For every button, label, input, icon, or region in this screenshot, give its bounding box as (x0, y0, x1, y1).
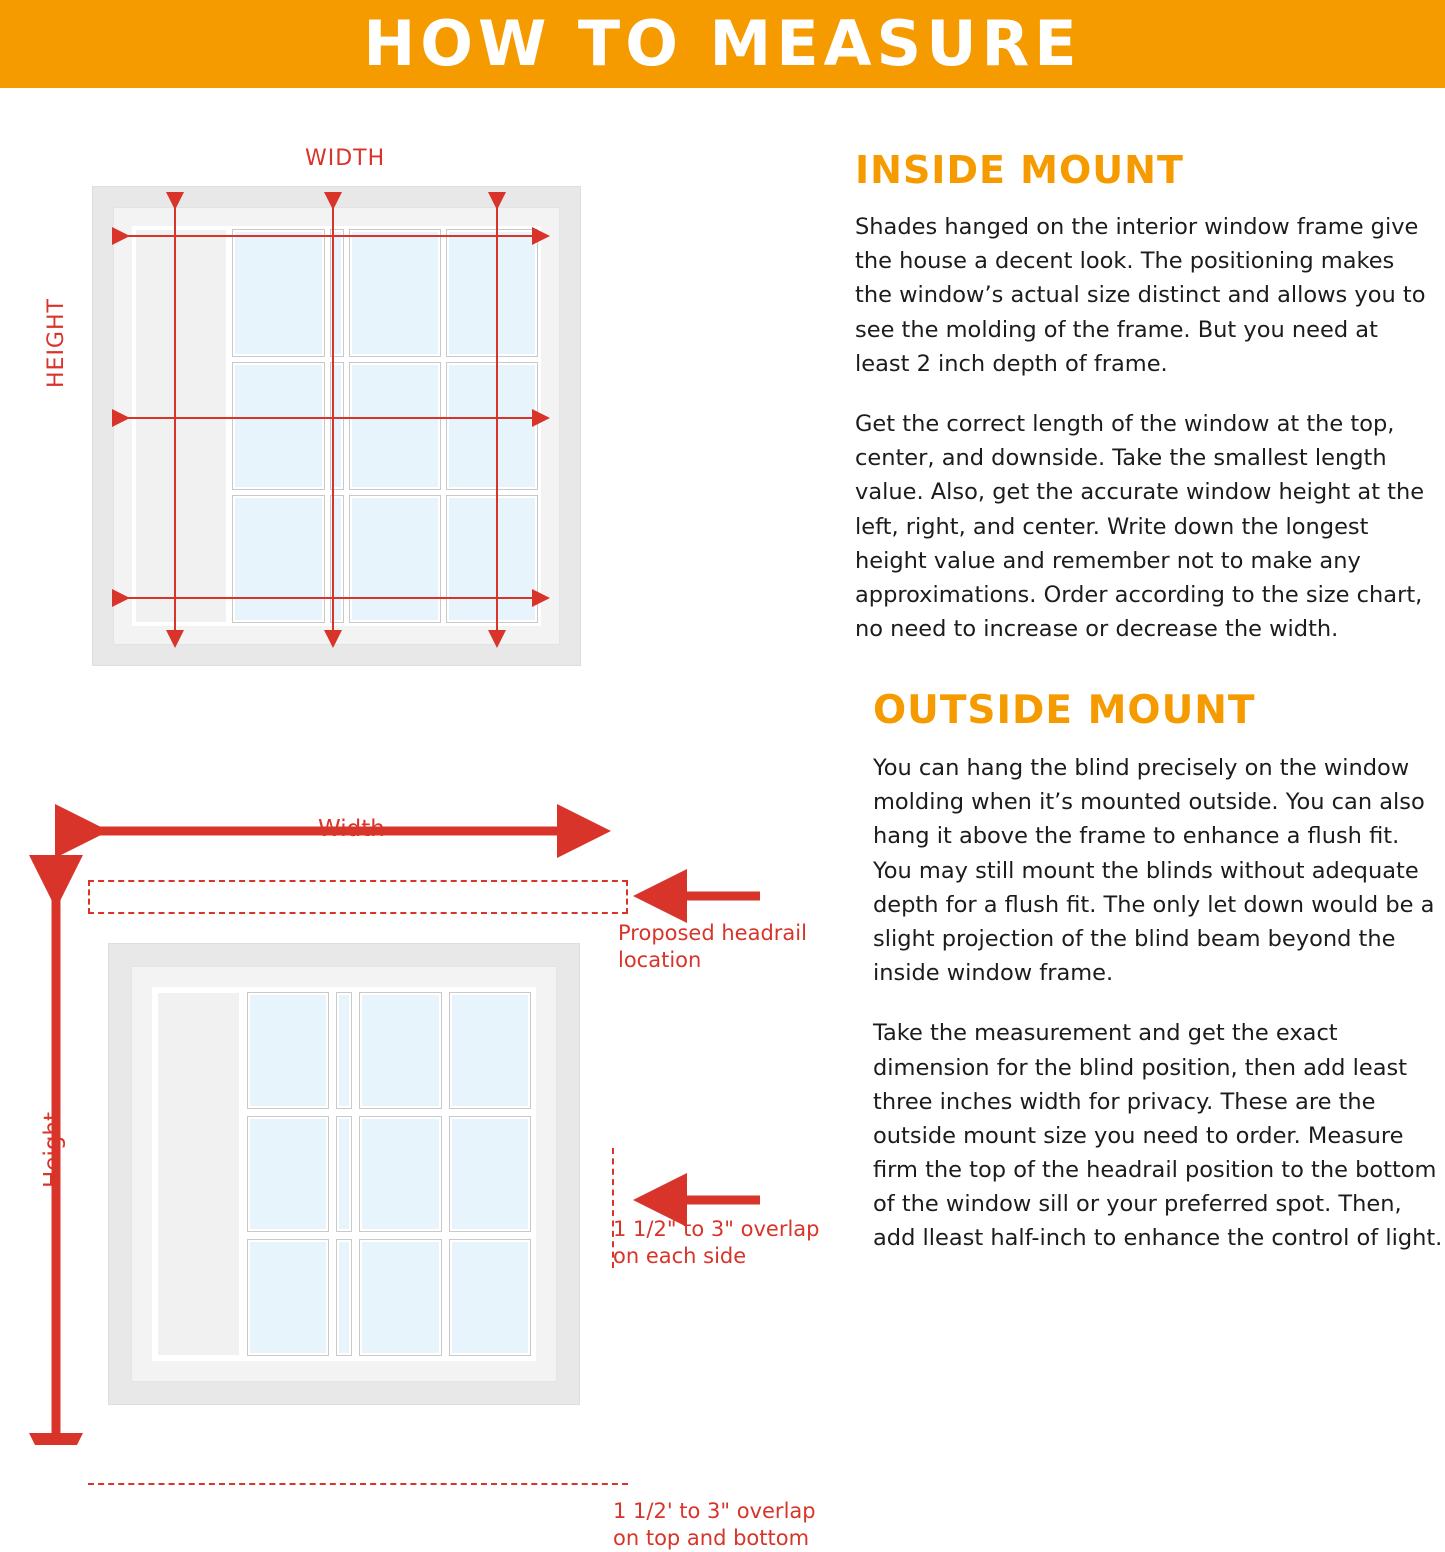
inside-mount-title: INSIDE MOUNT (855, 148, 1184, 192)
outside-height-label: Height (40, 1111, 66, 1188)
diagrams-column (0, 88, 830, 1550)
inside-height-label: HEIGHT (44, 298, 69, 388)
glass-pane (337, 1117, 351, 1232)
inside-mount-diagram (0, 88, 700, 688)
outside-mount-paragraph-2: Take the measurement and get the exact dimension for the blind position, then add least three inches width for privacy. These are the outside mount size you need to order. Measure firm the top of the headrail position to the bottom of the window sill or your preferred spot. Then, add lleast half-inch to enhance the control of light. (873, 1020, 1443, 1252)
glass-pane (450, 1117, 531, 1232)
glass-pane (233, 230, 323, 356)
glass-pane (447, 496, 537, 622)
glass-pane (447, 230, 537, 356)
glass-pane (331, 230, 343, 356)
glass-pane (331, 496, 343, 622)
inside-width-label: WIDTH (305, 146, 386, 171)
page-header (0, 0, 1445, 88)
glass-pane (350, 363, 440, 489)
glass-pane (450, 993, 531, 1108)
glass-pane (337, 993, 351, 1108)
glass-pane (350, 496, 440, 622)
headrail-note: Proposed headrail location (618, 921, 807, 972)
window-glass-grid (132, 226, 541, 626)
window-mullion (158, 993, 239, 1355)
glass-pane (248, 993, 329, 1108)
glass-pane (337, 1240, 351, 1355)
window-mullion (136, 230, 226, 622)
outside-width-label: Width (318, 816, 385, 842)
outside-mount-diagram (0, 688, 830, 1550)
window-frame-molding (131, 966, 557, 1382)
bottom-overlap-note: 1 1/2' to 3" overlap on top and bottom (613, 1499, 816, 1550)
glass-pane (233, 363, 323, 489)
window-frame-outer (92, 186, 581, 666)
inside-mount-paragraph-1: Shades hanged on the interior window frame give the house a decent look. The positioning makes the window’s actual size distinct and allows you to see the molding of the frame. But you need at least 2 inch depth of frame. (855, 214, 1426, 377)
bottom-overlap-dashed-line (88, 1483, 628, 1485)
glass-pane (248, 1117, 329, 1232)
outside-mount-paragraph-1: You can hang the blind precisely on the window molding when it’s mounted outside. You can also hang it above the frame to enhance a flush fit. You may still mount the blinds without adequate depth for a flush fit. The only let down would be a slight projection of the blind beam beyond the inside window frame. (873, 755, 1435, 987)
glass-pane (248, 1240, 329, 1355)
glass-pane (350, 230, 440, 356)
outside-mount-section (873, 688, 1445, 1282)
glass-pane (233, 496, 323, 622)
page-title: HOW TO MEASURE (363, 7, 1082, 80)
outside-mount-title: OUTSIDE MOUNT (873, 688, 1256, 733)
glass-pane (360, 1117, 441, 1232)
text-column (845, 88, 1445, 1445)
window-glass-grid (152, 987, 536, 1361)
inside-mount-paragraph-2: Get the correct length of the window at the top, center, and downside. Take the smallest length value. Also, get the accurate window height at the left, right, and center. Write down the longest height value and remember not to make any approximations. Order according to the size chart, no need to increase or decrease the width. (855, 410, 1425, 643)
glass-pane (360, 993, 441, 1108)
side-overlap-note: 1 1/2" to 3" overlap on each side (613, 1217, 820, 1268)
glass-pane (447, 363, 537, 489)
glass-pane (331, 363, 343, 489)
proposed-headrail-box (88, 880, 628, 914)
window-frame-outer (108, 943, 580, 1405)
inside-mount-section (855, 148, 1435, 672)
glass-pane (360, 1240, 441, 1355)
window-frame-molding (113, 207, 560, 645)
glass-pane (450, 1240, 531, 1355)
